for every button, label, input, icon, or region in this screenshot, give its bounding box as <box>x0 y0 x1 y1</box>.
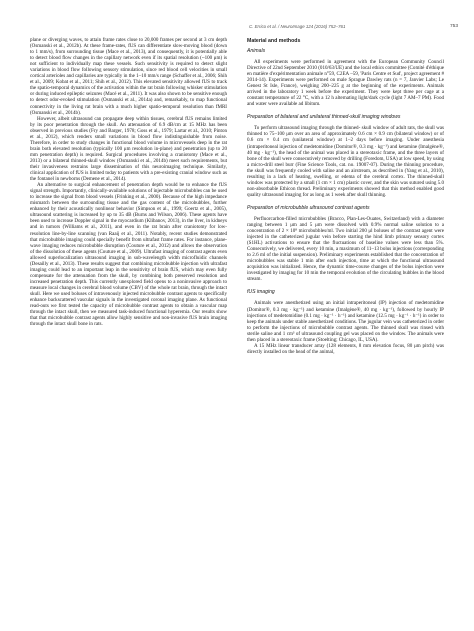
subsection-heading: Animals <box>247 48 266 54</box>
body-paragraph: To perform ultrasound imaging through the thinned- skull window of adult rats, the skull was thinned to 75–100 μm over an area of approximately 0.6 cm × 0.9 cm (bilateral window) or of 0.6 cm × 0.4 cm (unilateral window) at 1–2 days before imaging. Under anesthesia (intraperitoneal injection of medetomidine (Domitor®, 0.3 mg · kg⁻¹) and ketamine (Imalgène®, 40 mg · kg⁻¹), the head of the animal was placed in a stereotaxic frame, and the three layers of bone of the skull were consecutively removed by drilling (Foredom, USA) at low speed, by using a micro-drill steel burr (Fine Science Tools, cat. no. 19007-07). During the thinning procedure, the skull was frequently cooled with saline and an airstream, as described in (Yang et al., 2010), resulting in a lack of heating, swelling, or edema of the cerebral cortex. The thinned-skull window was protected by a small (1 cm × 1 cm) plastic cover, and the skin was sutured using 5.0 non-absorbable Ethicon thread. Preliminary experiments showed that this method enabled good quality ultrasound imaging for as long as 1 week after skull thinning. <box>247 125 444 198</box>
body-paragraph: An alternative to surgical enhancement of penetration depth would be to enhance the fUS signal strength. Importantly, clinically-available solutions of injectable microbubbles can be used to increase the signal from blood vessels (Frinking et al., 2000). Because of the high impedance mismatch between the surrounding tissue and the gas content of the microbubbles, further enhanced by their acoustically nonlinear behavior (Simpson et al., 1999; Goertz et al., 2005), ultrasound scattering is increased by up to 35 dB (Burns and Wilson, 2006). These agents have been used to increase Doppler signal in the myocardium (Klibanov, 2013), in the liver, in kidneys and in tumors (Williams et al., 2011), and even in the rat brain after craniotomy for low-resolution line-by-line scanning (van Raaij et al., 2011). Notably, recent studies demonstrated that microbubble imaging could specially benefit from ultrafast frame rates. For instance, plane-wave imaging reduces microbubble disruption (Couture et al., 2012) and allows the observation of the dissolution of these agents (Couture et al., 2009). Ultrafast imaging of contrast agents even allowed superlocalization ultrasound imaging in sub-wavelength width microfluidic channels (Desailly et al., 2013). These results suggest that combining microbubble injection with ultrafast imaging could lead to an important leap in the sensitivity of brain fUS, which may even fully compensate for the attenuation from the skull, by combining both preserved resolution and increased penetration depth. This currently unexplored field opens to a noninvasive approach to measure local changes in cerebral blood volume (CBV) of the whole rat brain, through the intact skull. Here we used boluses of intravenously injected microbubble contrast agents to specifically enhance backscattered vascular signals in the investigated coronal imaging plane. As functional read-outs we first tested the capacity of microbubble contrast agents to obtain a vascular map through the intact skull, then we measured task-induced functional hyperemia. Our results show that that microbubble contrast agents allow highly sensitive and non-invasive fUS brain imaging through the intact skull bone in rats. <box>30 182 227 328</box>
running-head: C. Errico et al. / NeuroImage 124 (2016) 752–761 <box>249 24 346 29</box>
page-number: 753 <box>450 24 459 29</box>
body-paragraph: However, albeit ultrasound can propagate deep within tissues, cerebral fUS remains limited by its poor penetration through the skull. An attenuation of 6.9 dB/cm at 15 MHz has been observed in previous studies (Fry and Barger, 1978; Goss et al., 1979; Lartar et al., 2010; Pinton et al., 2012), which renders small variations in blood flow indistinguishable from noise. Therefore, in order to study changes in functional blood volume in microvessels deep in the rat brain both elevated resolution (typically 100 μm resolution in-plane) and penetration (up to 20 mm penetration depth) is required. Surgical procedures involving a craniotomy (Mace et al., 2013) or a bilateral thinned-skull window (Osmanski et al., 2014b) meet such requirements, but their invasiveness restrains large dissemination of this neuroimaging technique. Similarly, clinical application of fUS is limited today to patients with a pre-existing cranial window such as the fontanel in newborns (Demene et al., 2014). <box>30 115 227 183</box>
body-paragraph: plane or diverging waves, to attain frame rates close to 20,000 frames per second at 3 cm depth (Osmanski et al., 2012b). At these frame-rates, fUS can differentiate slow-moving blood (down to 1 mm/s), from surrounding tissue (Mace et al., 2013), and consequently, it is potentially able to detect blood flow changes in the capillary network even if its spatial resolution (~100 μm) is not sufficient to individually map these vessels. Such sensitivity is required to detect slight variations in blood flow following sensory stimulation, since red blood cell velocities in small cortical arterioles and capillaries are typically in the 1–10 mm/s range (Schaffer et al., 2006; Shih et al., 2009; Kobat et al., 2011; Shih et al., 2012). This elevated sensitivity allowed fUS to track the spatio-temporal dynamics of the activation within the rat brain following whisker stimulation or during induced epileptic seizures (Macé et al., 2011). It was also shown to be sensitive enough to detect odor-evoked stimulation (Osmanski et al., 2014a) and, remarkably, to map functional connectivity in the living rat brain with a much higher spatio-temporal resolution than fMRI (Osmanski et al., 2014b). <box>30 37 227 116</box>
section-heading: Material and methods <box>247 38 301 44</box>
body-paragraph: Animals were anesthetized using an initial intraperitoneal (IP) injection of medetomidine (Domitor®, 0.3 mg · kg⁻¹) and ketamine (Imalgène®, 40 mg · kg⁻¹), followed by hourly IP injections of medetomidine (0.1 mg · kg⁻¹ · h⁻¹) and ketamine (12.5 mg · kg⁻¹ · h⁻¹) in order to keep the animals under stable anesthetized conditions. The jugular vein was catheterized in order to perform the injections of microbubble contrast agents. The thinned skull was rinsed with sterile saline and 1 cm³ of ultrasound coupling gel was placed on the window. The animals were then placed in a stereotaxic frame (Stoelting; Chicago, IL, USA). <box>247 300 444 343</box>
left-column <box>30 37 227 327</box>
subsection-heading: Preparation of bilateral and unilateral thinned-skull imaging windows <box>247 114 401 121</box>
subsection-heading: Preparation of microbubble ultrasound contrast agents <box>247 204 370 211</box>
subsection-heading: fUS imaging <box>247 289 275 296</box>
body-paragraph: A 15 MHz linear transducer array (128 elements, 8 mm elevation focus, 80 μm pitch) was directly installed on the head of the animal, <box>247 342 444 355</box>
right-column <box>247 38 444 355</box>
body-paragraph: All experiments were performed in agreement with the European Community Council Directive of 22nd September 2010 (010/63/UE) and the local ethics committee (Comité d'éthique en matière d'expérimentation animale n°59, C2EA –59, 'Paris Centre et Sud', project agreement # 2014-14). Experiments were performed on male Sprague Dawley rats (n = 7, Janvier Labs; Le Genest St Isle, France), weighing 200–225 g at the beginning of the experiments. Animals arrived in the laboratory 1 week before the experiment. They were kept three per cage at a constant temperature of 22 °C, with a 12 h alternating light/dark cycle (light 7 AM–7 PM). Food and water were available ad libitum. <box>247 59 444 108</box>
body-paragraph: Perfluorcarbon-filled microbubbles (Bracco, Plan-Les-Ouates, Switzerland) with a diameter ranging between 1 μm and 5 μm were dissolved with 0.9% normal saline solution to a concentration of 2 × 10⁸ microbubbles/ml. Two initial 200 μl boluses of the contrast agent were injected in the catheterized jugular vein before starting the hind limb primary sensory cortex (S1HL) activations to ensure that the fluctuations of baseline values were less than 5%. Consecutively, we delivered, every 10 min, a maximum of 11–13 bolus injections (corresponding to 2.6 ml of the initial suspension). Preliminary experiments established that the concentration of microbubbles was stable 1 min after each injection, time at which the functional ultrasound acquisition was initialized. Hence, the dynamic time-course changes of the bolus injection were investigated by imaging for 10 min the temporal evolution of the circulating bubbles in the blood stream. <box>247 215 444 283</box>
